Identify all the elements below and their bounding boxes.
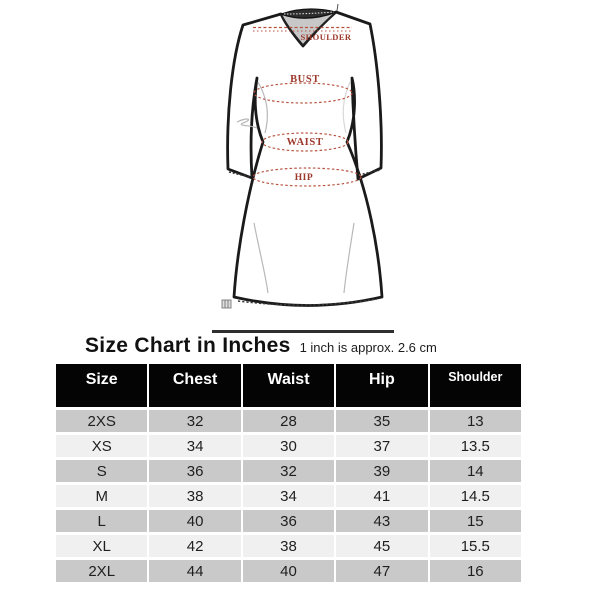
shoulder-cell: 13.5 [430,435,521,457]
table-header-row [56,364,521,407]
hip-cell: 37 [336,435,427,457]
shoulder-cell: 14.5 [430,485,521,507]
size-cell: S [56,460,147,482]
table-row-xs [56,435,521,457]
shoulder-cell: 15 [430,510,521,532]
hip-cell: 35 [336,410,427,432]
size-table [56,364,521,582]
chest-cell: 36 [149,460,240,482]
hip-cell: 41 [336,485,427,507]
size-cell: XS [56,435,147,457]
waist-cell: 28 [243,410,334,432]
hip-cell: 47 [336,560,427,582]
chest-cell: 38 [149,485,240,507]
waist-cell: 32 [243,460,334,482]
table-row-2xs [56,410,521,432]
shoulder-label: SHOULDER [300,32,352,42]
unit-note: 1 inch is approx. 2.6 cm [299,340,437,355]
chest-cell: 34 [149,435,240,457]
chest-cell: 42 [149,535,240,557]
divider-line [212,330,394,333]
chest-cell: 44 [149,560,240,582]
size-cell: 2XS [56,410,147,432]
table-row-2xl [56,560,521,582]
dress-outline [228,12,382,306]
title-row [85,334,437,358]
size-cell: M [56,485,147,507]
neck-hanger-mark [337,4,338,11]
chest-cell: 40 [149,510,240,532]
col-header-chest: Chest [149,364,240,407]
shoulder-cell: 16 [430,560,521,582]
table-row-s [56,460,521,482]
col-header-size: Size [56,364,147,407]
size-cell: L [56,510,147,532]
page-title: Size Chart in Inches [85,334,291,357]
size-cell: 2XL [56,560,147,582]
table-row-m [56,485,521,507]
waist-cell: 34 [243,485,334,507]
size-cell: XL [56,535,147,557]
col-header-hip: Hip [336,364,427,407]
hem-tag [222,300,231,308]
table-row-xl [56,535,521,557]
table-row-l [56,510,521,532]
waist-cell: 30 [243,435,334,457]
hip-cell: 39 [336,460,427,482]
waist-cell: 38 [243,535,334,557]
waist-label: WAIST [286,137,324,148]
shoulder-cell: 15.5 [430,535,521,557]
shoulder-cell: 13 [430,410,521,432]
bust-label: BUST [290,74,320,85]
hip-label: HIP [294,173,314,183]
hip-cell: 45 [336,535,427,557]
waist-cell: 40 [243,560,334,582]
waist-cell: 36 [243,510,334,532]
hip-cell: 43 [336,510,427,532]
col-header-shoulder: Shoulder [430,364,521,407]
col-header-waist: Waist [243,364,334,407]
shoulder-cell: 14 [430,460,521,482]
chest-cell: 32 [149,410,240,432]
